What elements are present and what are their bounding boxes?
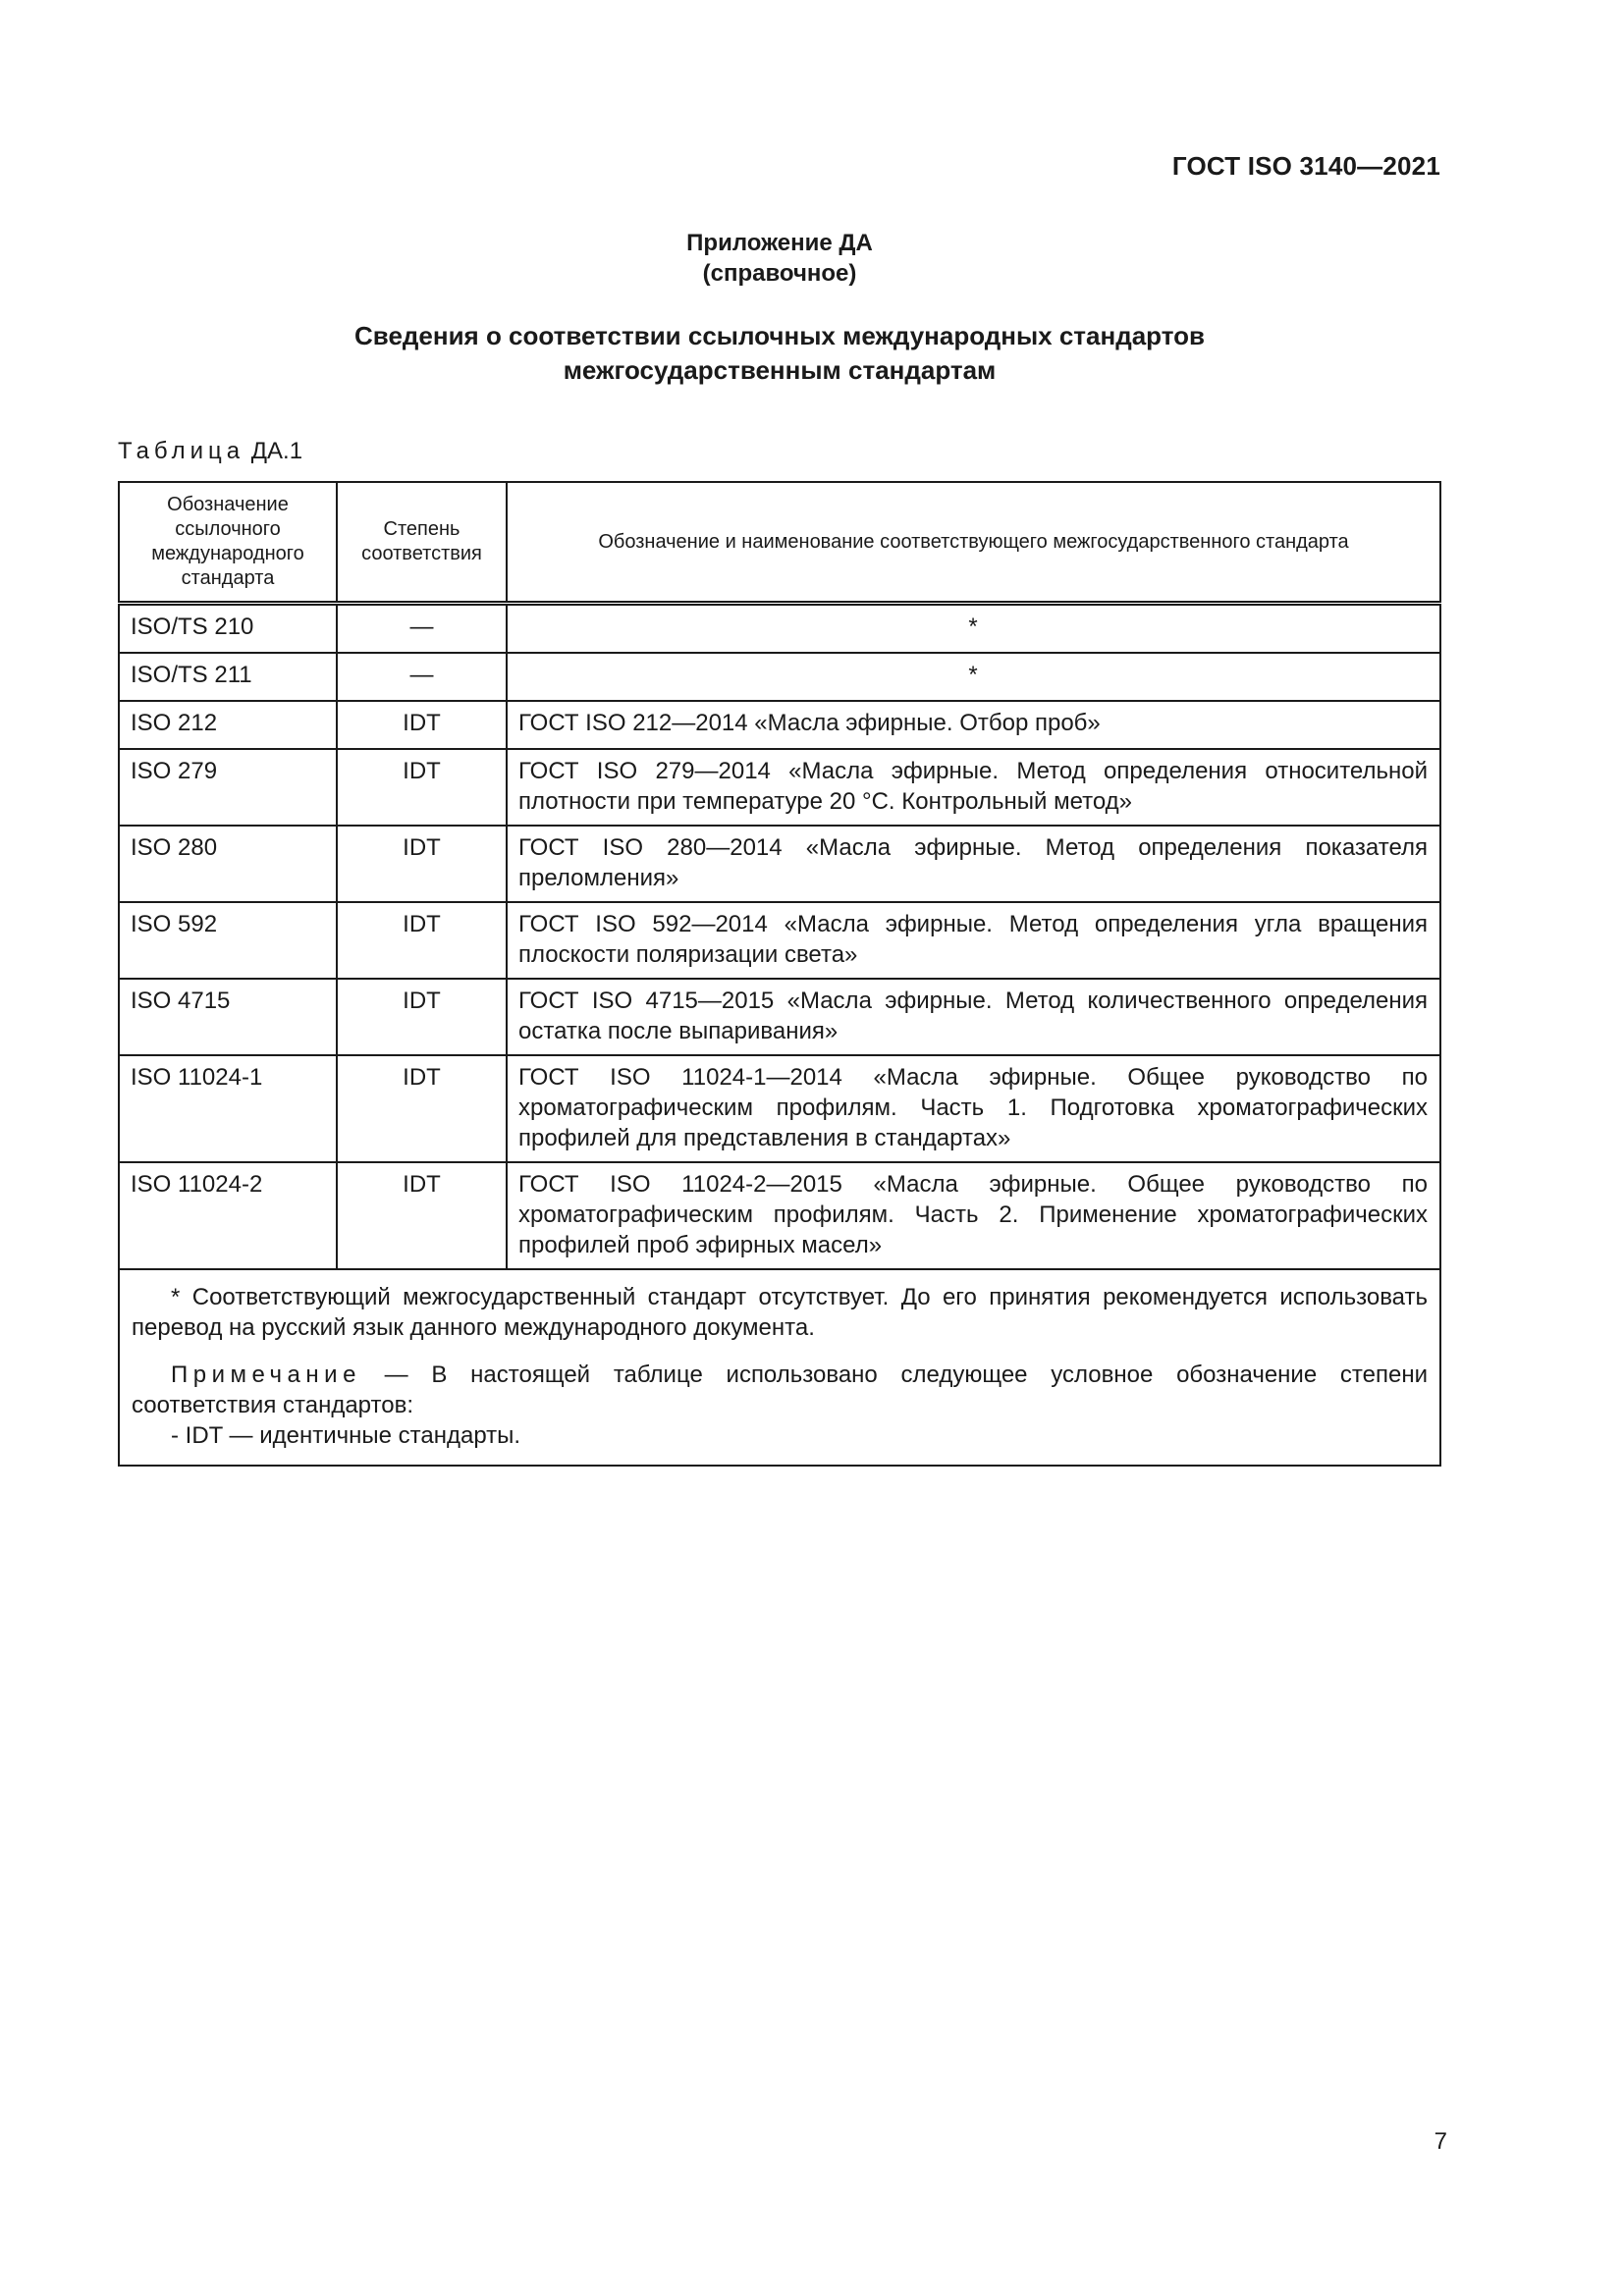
- table-row: [119, 1055, 1440, 1162]
- cell-gost: ГОСТ ISO 279—2014 «Масла эфирные. Метод определения относительной плотности при температуре 20 °С. Контрольный метод»: [507, 749, 1440, 826]
- cell-gost: *: [507, 604, 1440, 654]
- header-gost: Обозначение и наименование соответствующего межгосударственного стандарта: [507, 482, 1440, 604]
- cell-gost: ГОСТ ISO 592—2014 «Масла эфирные. Метод определения угла вращения плоскости поляризации света»: [507, 902, 1440, 979]
- table-row: [119, 1162, 1440, 1269]
- correspondence-table: [118, 481, 1441, 1467]
- table-row: [119, 979, 1440, 1055]
- cell-ref: ISO 280: [119, 826, 337, 902]
- cell-gost: ГОСТ ISO 280—2014 «Масла эфирные. Метод определения показателя преломления»: [507, 826, 1440, 902]
- cell-gost: ГОСТ ISO 212—2014 «Масла эфирные. Отбор проб»: [507, 701, 1440, 749]
- cell-gost: ГОСТ ISO 11024-1—2014 «Масла эфирные. Общее руководство по хроматографическим профилям. Часть 1. Подготовка хроматографических профилей для представления в стандартах»: [507, 1055, 1440, 1162]
- cell-ref: ISO/TS 211: [119, 653, 337, 701]
- section-heading: [0, 319, 1559, 388]
- header-degree: Степень соответствия: [337, 482, 507, 604]
- cell-ref: ISO 4715: [119, 979, 337, 1055]
- table-label-number: ДА.1: [250, 438, 303, 464]
- cell-ref: ISO 11024-2: [119, 1162, 337, 1269]
- note-item: [132, 1420, 1428, 1451]
- cell-ref: ISO 11024-1: [119, 1055, 337, 1162]
- annex-block: [0, 228, 1559, 289]
- cell-degree: IDT: [337, 826, 507, 902]
- table-row: [119, 826, 1440, 902]
- annex-kind: (справочное): [702, 260, 857, 287]
- cell-gost: ГОСТ ISO 4715—2015 «Масла эфирные. Метод количественного определения остатка после выпаривания»: [507, 979, 1440, 1055]
- cell-ref: ISO/TS 210: [119, 604, 337, 654]
- note-label: Примечание: [171, 1362, 361, 1388]
- table-header-row: [119, 482, 1440, 604]
- annex-title: Приложение ДА: [686, 230, 873, 256]
- cell-gost: *: [507, 653, 1440, 701]
- table-row: [119, 749, 1440, 826]
- note: [132, 1360, 1428, 1420]
- note-text: — В настоящей таблице использовано следующее условное обозначение степени соответствия стандартов:: [132, 1362, 1428, 1418]
- table-row: [119, 653, 1440, 701]
- heading-line-1: Сведения о соответствии ссылочных международных стандартов: [354, 321, 1205, 350]
- cell-ref: ISO 592: [119, 902, 337, 979]
- heading-line-2: межгосударственным стандартам: [563, 355, 997, 385]
- header-ref-standard: Обозначение ссылочного международного стандарта: [119, 482, 337, 604]
- table-row: [119, 902, 1440, 979]
- cell-ref: ISO 279: [119, 749, 337, 826]
- note-item-text: - IDT — идентичные стандарты.: [171, 1422, 521, 1449]
- cell-degree: IDT: [337, 749, 507, 826]
- cell-degree: IDT: [337, 701, 507, 749]
- cell-degree: IDT: [337, 979, 507, 1055]
- cell-degree: —: [337, 604, 507, 654]
- cell-degree: IDT: [337, 1055, 507, 1162]
- table-label: [118, 438, 302, 465]
- page-number: 7: [1434, 2128, 1447, 2155]
- cell-degree: IDT: [337, 902, 507, 979]
- table-label-word: Таблица: [118, 438, 245, 464]
- cell-gost: ГОСТ ISO 11024-2—2015 «Масла эфирные. Общее руководство по хроматографическим профилям. Часть 2. Применение хроматографических профилей проб эфирных масел»: [507, 1162, 1440, 1269]
- footnote-text: * Соответствующий межгосударственный стандарт отсутствует. До его принятия рекомендуется использовать перевод на русский язык данного международного документа.: [132, 1284, 1428, 1341]
- table-row: [119, 701, 1440, 749]
- table-footer: [119, 1269, 1440, 1466]
- footnote: [132, 1282, 1428, 1343]
- cell-ref: ISO 212: [119, 701, 337, 749]
- cell-degree: —: [337, 653, 507, 701]
- document-id: ГОСТ ISO 3140—2021: [1171, 151, 1440, 181]
- cell-degree: IDT: [337, 1162, 507, 1269]
- table-row: [119, 604, 1440, 654]
- table-footer-row: [119, 1269, 1440, 1466]
